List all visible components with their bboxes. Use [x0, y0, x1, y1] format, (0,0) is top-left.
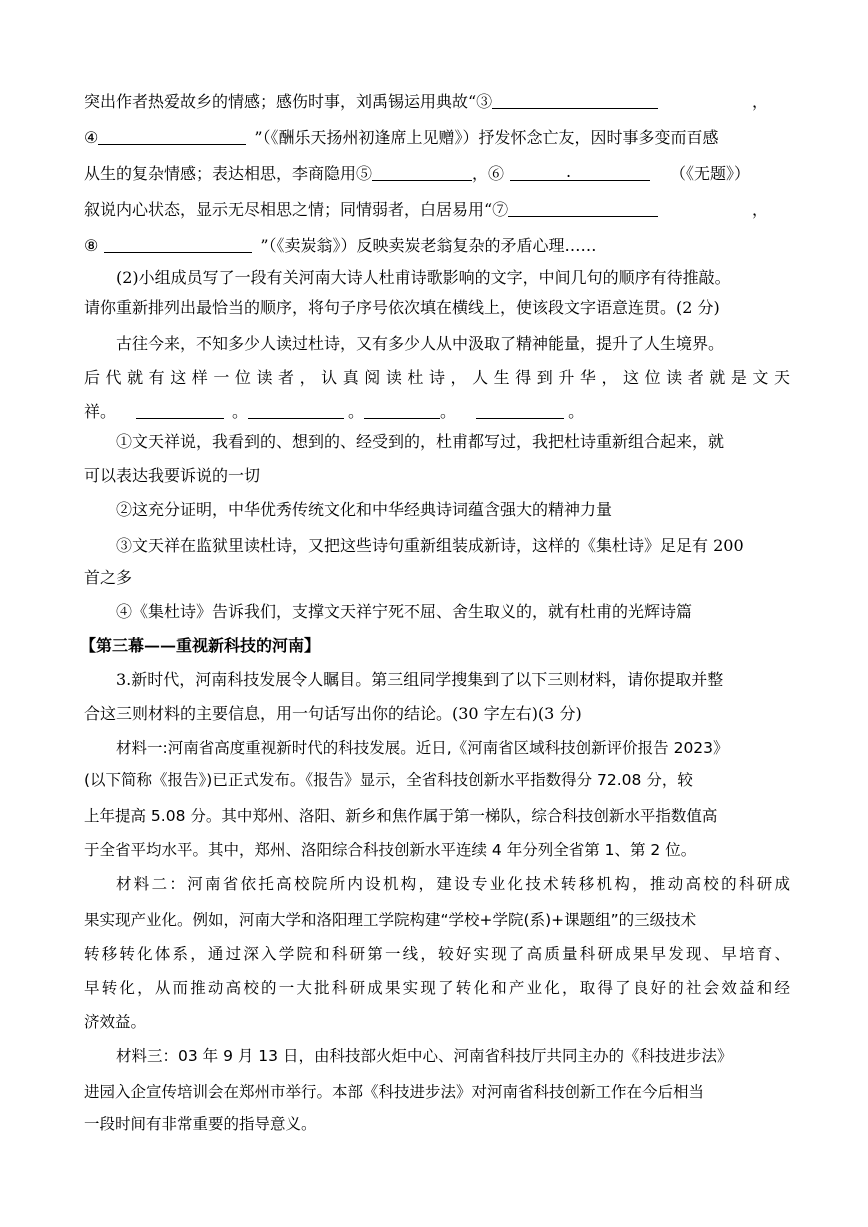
- text-segment: （《无题》）: [670, 164, 751, 183]
- text-segment: 。: [440, 402, 457, 421]
- text-segment: ，: [751, 200, 768, 219]
- text-segment: ，⑥: [472, 164, 505, 183]
- option-1: ①文天祥说，我看到的、想到的、经受到的，杜甫都写过，我把杜诗重新组合起来，就: [116, 432, 725, 451]
- text-segment: 从生的复杂情感；表达相思，李商隐用⑤: [84, 164, 373, 183]
- material-2-cont: 果实现产业化。例如，河南大学和洛阳理工学院构建“学校+学院(系)+课题组”的三级技术: [84, 911, 697, 929]
- text-line: [84, 234, 790, 258]
- text-segment: 祥。: [84, 402, 117, 421]
- option-4: ④《集杜诗》告诉我们，支撑文天祥宁死不屈、舍生取义的，就有杜甫的光辉诗篇: [116, 602, 693, 621]
- question-text: 合这三则材料的主要信息，用一句话写出你的结论。(30 字左右)(3 分): [84, 704, 582, 723]
- paragraph-text: 古往今来，不知多少人读过杜诗，又有多少人从中汲取了精神能量，提升了人生境界。: [116, 334, 725, 353]
- text-segment: 。: [568, 402, 585, 421]
- text-segment: 突出作者热爱故乡的情感；感伤时事，刘禹锡运用典故“③: [84, 92, 493, 111]
- text-segment: 。: [348, 402, 365, 421]
- order-blank-2[interactable]: [248, 402, 344, 419]
- text-line: [84, 126, 790, 150]
- material-1-cont: 于全省平均水平。其中，郑州、洛阳综合科技创新水平连续 4 年分列全省第 1、第 2 位。: [84, 841, 697, 859]
- question-text: 请你重新排列出最恰当的顺序，将句子序号依次填在横线上，使该段文字语意连贯。(2 分): [84, 298, 720, 317]
- answer-blank-3[interactable]: [492, 92, 658, 109]
- material-2: 材料二：河南省依托高校院所内设机构，建设专业化技术转移机构，推动高校的科研成: [116, 875, 790, 893]
- order-blank-3[interactable]: [364, 402, 440, 419]
- text-segment: 叙说内心状态，显示无尽相思之情；同情弱者，白居易用“⑦: [84, 200, 509, 219]
- material-1: 材料一:河南省高度重视新时代的科技发展。近日,《河南省区域科技创新评价报告 2023》: [116, 739, 729, 757]
- answer-blank-5[interactable]: [372, 164, 472, 181]
- text-segment: ”（《卖炭翁》）反映卖炭老翁复杂的矛盾心理……: [260, 236, 597, 255]
- material-2-cont: 转移转化体系，通过深入学院和科研第一线，较好实现了高质量科研成果早发现、早培育、: [84, 945, 790, 963]
- material-3-cont: 一段时间有非常重要的指导意义。: [84, 1115, 317, 1133]
- question-text: (2)小组成员写了一段有关河南大诗人杜甫诗歌影响的文字，中间几句的顺序有待推敲。: [116, 268, 731, 287]
- text-segment: 。: [232, 402, 249, 421]
- material-2-cont: 济效益。: [84, 1013, 147, 1031]
- text-line: [84, 400, 790, 424]
- option-3: ③文天祥在监狱里读杜诗，又把这些诗句重新组装成新诗，这样的《集杜诗》足足有 200: [116, 536, 744, 555]
- option-2: ②这充分证明，中华优秀传统文化和中华经典诗词蕴含强大的精神力量: [116, 500, 613, 519]
- answer-blank-7[interactable]: [508, 200, 658, 217]
- material-3: 材料三：03 年 9 月 13 日，由科技部火炬中心、河南省科技厅共同主办的《科技进步法》: [116, 1047, 733, 1065]
- order-blank-4[interactable]: [476, 402, 564, 419]
- text-segment: ，: [751, 92, 768, 111]
- section-header: 【第三幕——重视新科技的河南】: [80, 636, 321, 655]
- text-segment: ④: [84, 128, 99, 147]
- text-segment: ⑧: [84, 236, 99, 255]
- order-blank-1[interactable]: [136, 402, 224, 419]
- material-3-cont: 进园入企宣传培训会在郑州市举行。本部《科技进步法》对河南省科技创新工作在今后相当: [84, 1083, 705, 1101]
- text-segment: .: [566, 162, 572, 181]
- material-2-cont: 早转化，从而推动高校的一大批科研成果实现了转化和产业化，取得了良好的社会效益和经: [84, 979, 790, 997]
- material-1-cont: (以下简称《报告》)已正式发布。《报告》显示，全省科技创新水平指数得分 72.08 分，较: [84, 771, 693, 789]
- option-3-cont: 首之多: [84, 568, 133, 587]
- material-1-cont: 上年提高 5.08 分。其中郑州、洛阳、新乡和焦作属于第一梯队，综合科技创新水平指数值高: [84, 807, 718, 825]
- option-1-cont: 可以表达我要诉说的一切: [84, 466, 261, 485]
- answer-blank-6[interactable]: [510, 164, 650, 181]
- text-segment: ”（《酬乐天扬州初逢席上见赠》）抒发怀念亡友，因时事多变而百感: [254, 128, 719, 147]
- paragraph-text: 后代就有这样一位读者，认真阅读杜诗，人生得到升华，这位读者就是文天: [84, 368, 790, 387]
- answer-blank-4[interactable]: [98, 128, 246, 145]
- question-text: 3.新时代，河南科技发展令人瞩目。第三组同学搜集到了以下三则材料，请你提取并整: [116, 670, 724, 689]
- text-line: [84, 198, 790, 222]
- text-line: [84, 162, 790, 186]
- answer-blank-8[interactable]: [104, 236, 252, 253]
- text-line: [84, 90, 790, 114]
